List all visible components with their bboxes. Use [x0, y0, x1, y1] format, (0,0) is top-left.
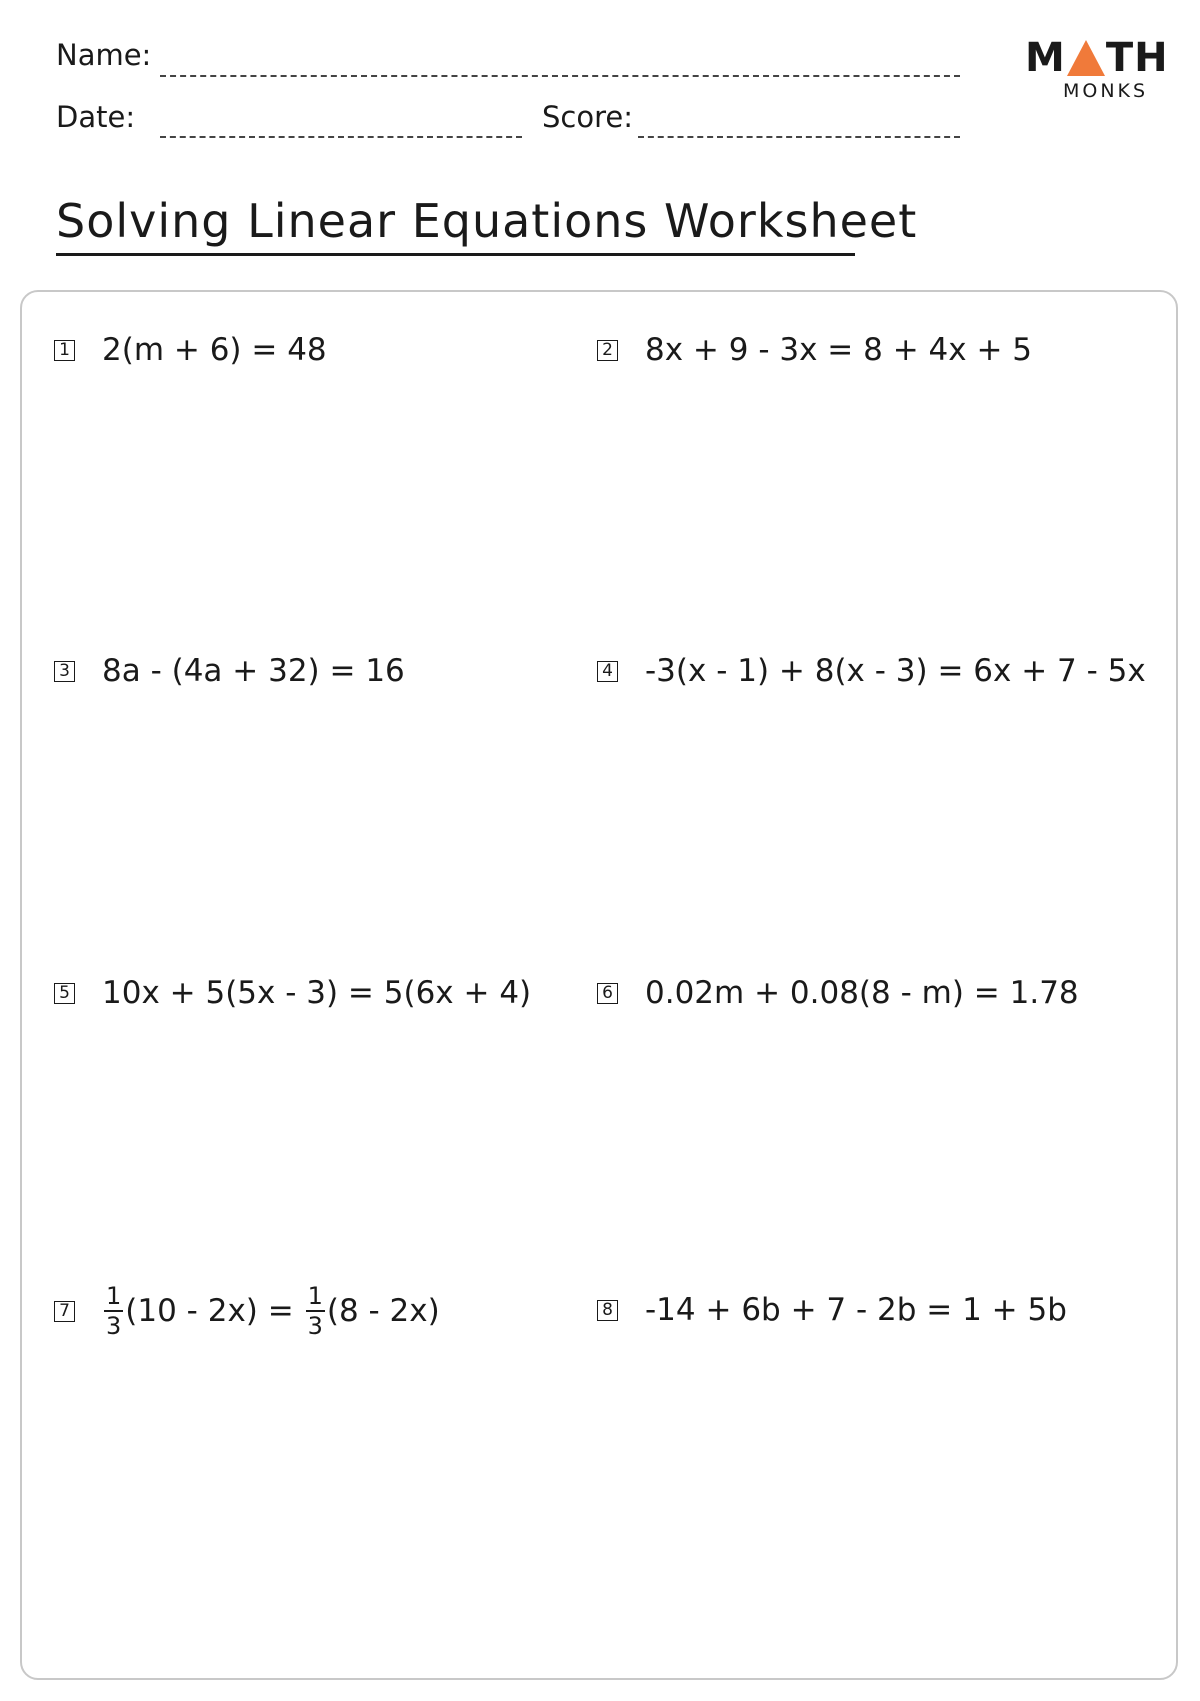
- problem-number-1: 1: [54, 340, 75, 361]
- problem-number-8: 8: [597, 1300, 618, 1321]
- fraction-denominator: 3: [307, 1312, 323, 1340]
- logo-letters-th: TH: [1105, 35, 1169, 81]
- problem-number-3: 3: [54, 661, 75, 682]
- equation-1: 2(m + 6) = 48: [102, 332, 327, 368]
- fraction-one-third-a: [104, 1284, 123, 1338]
- equation-2: 8x + 9 - 3x = 8 + 4x + 5: [645, 332, 1033, 368]
- logo-letter-m: M: [1025, 35, 1066, 81]
- equation-8: -14 + 6b + 7 - 2b = 1 + 5b: [645, 1292, 1067, 1328]
- problem-number-4: 4: [597, 661, 618, 682]
- problem-number-2: 2: [597, 340, 618, 361]
- logo-subtitle: MONKS: [1063, 80, 1149, 102]
- equation-3: 8a - (4a + 32) = 16: [102, 653, 405, 689]
- name-field[interactable]: [160, 75, 960, 77]
- fraction-one-third-b: [306, 1284, 325, 1338]
- date-field[interactable]: [160, 136, 522, 138]
- equation-6: 0.02m + 0.08(8 - m) = 1.78: [645, 975, 1079, 1011]
- worksheet-title: Solving Linear Equations Worksheet: [56, 194, 918, 248]
- fraction-numerator: 1: [307, 1282, 323, 1310]
- equation-7-left: (10 - 2x) =: [125, 1293, 304, 1329]
- problem-6: [597, 975, 1079, 1011]
- logo-wordmark: [1025, 35, 1169, 81]
- fraction-denominator: 3: [106, 1312, 122, 1340]
- equation-7-right: (8 - 2x): [326, 1293, 440, 1329]
- date-label: Date:: [56, 100, 136, 134]
- problem-number-5: 5: [54, 983, 75, 1004]
- problem-number-6: 6: [597, 983, 618, 1004]
- problem-5: [54, 975, 531, 1011]
- problem-7: [54, 1284, 440, 1338]
- equation-4: -3(x - 1) + 8(x - 3) = 6x + 7 - 5x: [645, 653, 1146, 689]
- problem-4: [597, 653, 1146, 689]
- equation-5: 10x + 5(5x - 3) = 5(6x + 4): [102, 975, 532, 1011]
- math-monks-logo: [1025, 35, 1169, 102]
- problem-8: [597, 1292, 1067, 1328]
- name-label: Name:: [56, 38, 152, 72]
- score-label: Score:: [542, 100, 633, 134]
- problem-2: [597, 332, 1032, 368]
- score-field[interactable]: [638, 136, 960, 138]
- problem-3: [54, 653, 405, 689]
- title-underline: [56, 253, 855, 256]
- problem-number-7: 7: [54, 1301, 75, 1322]
- fraction-numerator: 1: [106, 1282, 122, 1310]
- problem-1: [54, 332, 327, 368]
- triangle-icon: [1067, 40, 1105, 76]
